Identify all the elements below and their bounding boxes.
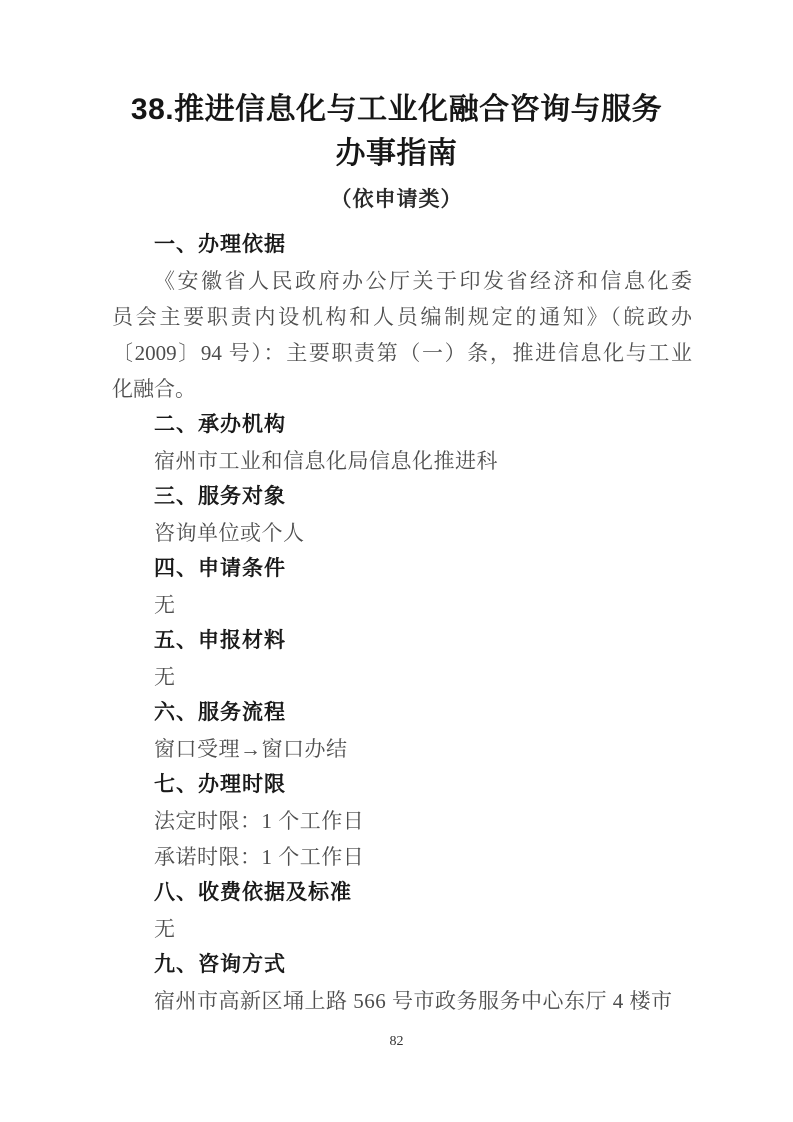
section-9-body-line-1: 宿州市高新区埇上路 566 号市政务服务中心东厅 4 楼市 — [154, 989, 673, 1013]
section-1-paragraph-line-4: 化融合。 — [112, 377, 196, 401]
section-heading-5: 五、申报材料 — [154, 629, 286, 652]
section-2-body-line-1: 宿州市工业和信息化局信息化推进科 — [154, 449, 498, 473]
section-4-body-line-1: 无 — [154, 593, 176, 617]
section-7-body-line-2: 承诺时限：1 个工作日 — [154, 845, 365, 869]
section-heading-7: 七、办理时限 — [154, 773, 286, 796]
section-7-body-line-1: 法定时限：1 个工作日 — [154, 809, 365, 833]
document-title-line-1: 38.推进信息化与工业化融合咨询与服务 — [130, 93, 663, 126]
section-3-body-line-1: 咨询单位或个人 — [154, 521, 305, 545]
section-heading-1: 一、办理依据 — [154, 233, 286, 256]
section-1-paragraph-line-2: 员会主要职责内设机构和人员编制规定的通知》（皖政办 — [112, 305, 692, 329]
page-number: 82 — [389, 1034, 404, 1049]
title-block — [0, 0, 793, 215]
document-body — [112, 227, 692, 1019]
section-1-paragraph-line-1: 《安徽省人民政府办公厅关于印发省经济和信息化委 — [154, 269, 692, 293]
document-title-line-2: 办事指南 — [335, 137, 458, 170]
section-6-body-line-1: 窗口受理→窗口办结 — [154, 737, 348, 761]
section-heading-2: 二、承办机构 — [154, 413, 286, 436]
section-8-body-line-1: 无 — [154, 917, 176, 941]
section-1-paragraph-line-3: 〔2009〕94 号）：主要职责第（一）条，推进信息化与工业 — [112, 341, 692, 365]
document-subtitle: （依申请类） — [330, 188, 463, 211]
section-heading-4: 四、申请条件 — [154, 557, 286, 580]
section-heading-8: 八、收费依据及标准 — [154, 881, 352, 904]
section-heading-6: 六、服务流程 — [154, 701, 286, 724]
section-heading-3: 三、服务对象 — [154, 485, 286, 508]
section-heading-9: 九、咨询方式 — [154, 953, 286, 976]
section-5-body-line-1: 无 — [154, 665, 176, 689]
